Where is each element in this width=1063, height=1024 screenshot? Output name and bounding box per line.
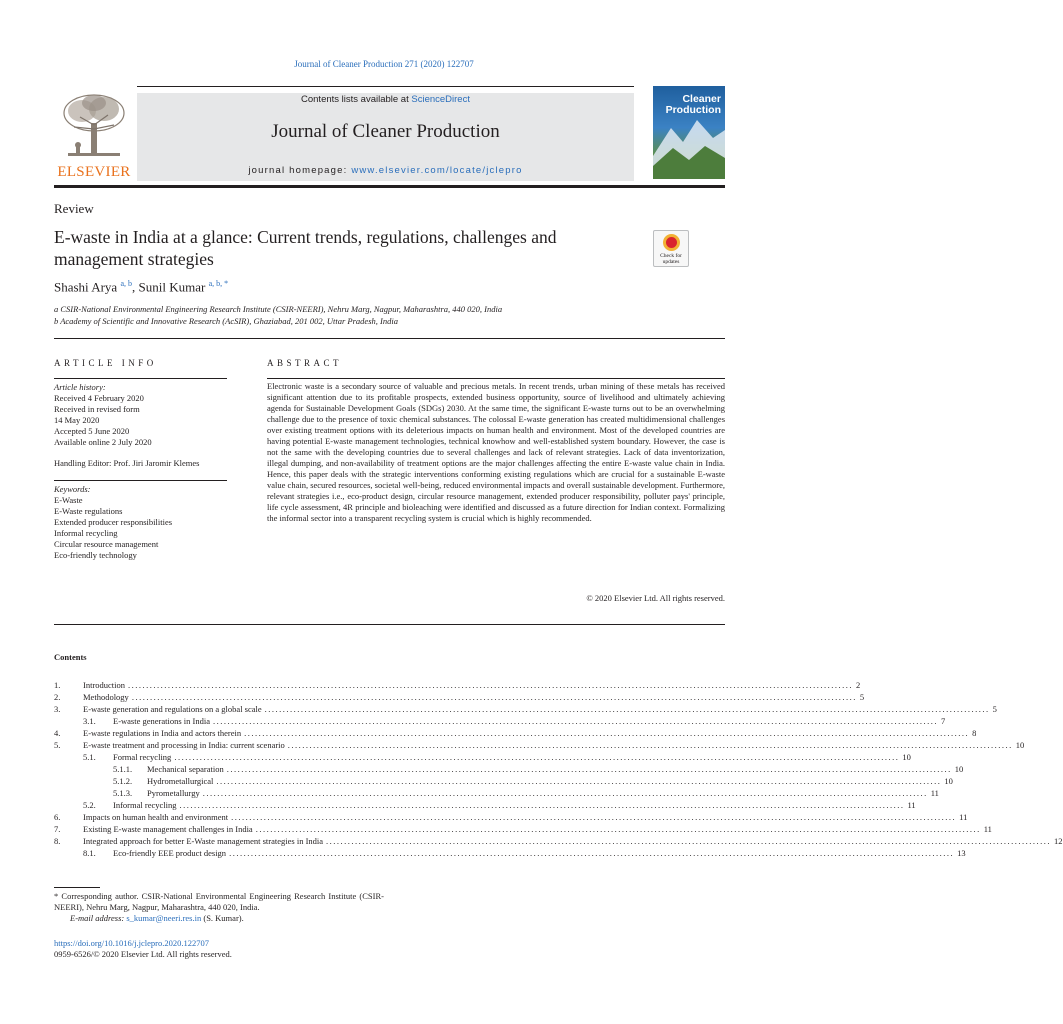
homepage-link[interactable]: www.elsevier.com/locate/jclepro [351,165,523,176]
cover-title-line-1: Cleaner [682,93,721,105]
email-label: E-mail address: [70,913,125,923]
toc-entry-number: 2. [54,692,61,702]
toc-leader-dots: ........................................................................................................................................................................................................ [255,824,981,834]
toc-entry-number: 6. [54,812,61,822]
contents-top-rule [54,624,725,625]
toc-entry-title[interactable]: Formal recycling [113,752,172,762]
abstract-copyright: © 2020 Elsevier Ltd. All rights reserved. [586,593,725,603]
toc-entry-number: 1. [54,680,61,690]
email-line [70,913,244,923]
article-info-rule [54,378,227,379]
toc-entry-title[interactable]: Introduction [83,680,126,690]
article-info-heading: ARTICLE INFO [54,358,157,368]
toc-entry-title[interactable]: E-waste generation and regulations on a global scale [83,704,262,714]
cover-title [666,94,721,116]
toc-entry-title[interactable]: Eco-friendly EEE product design [113,848,227,858]
toc-entry-page: 11 [959,812,968,822]
toc-entry-number: 8.1. [83,848,96,858]
keyword: Eco-friendly technology [54,550,137,560]
toc-leader-dots: ........................................................................................................................................................................................................ [131,692,857,702]
author-separator: , [132,279,139,295]
toc-leader-dots: ........................................................................................................................................................................................................ [244,728,970,738]
history-line: Received 4 February 2020 [54,393,144,403]
toc-entry-title[interactable]: Methodology [83,692,129,702]
toc-entry[interactable] [54,680,861,692]
toc-entry-page: 10 [944,776,953,786]
toc-leader-dots: ........................................................................................................................................................................................................ [174,752,900,762]
doi-link[interactable]: https://doi.org/10.1016/j.jclepro.2020.122707 [54,938,209,948]
toc-entry-title[interactable]: Integrated approach for better E-Waste management strategies in India [83,836,324,846]
abstract-body: Electronic waste is a secondary source of valuable and precious metals. In recent trends, urban mining of these metals has received significant attention due to its profitable prospects, extended business opportunity, source of livelihood and ultimately achieving agenda for Sustainable Development Goals (SDGs) 2030. At the same time, the significant E-waste turns out to be an overwhelming challenge due to the presence of toxic chemical substances. The colossal E-waste generation has created multidimensional challenges over existing treatment options with its deleterious impacts on human health and environment. Most of the developed countries are having potential E-waste management technologies, technical knowhow and well-established system boundary. However, the case is not the same with the developing countries due to several challenges and lack of relevant strategies. Lack of data inventorization, illegal dumping, and non-availability of treatment options are the major challenges affecting the entire E-waste value chain in India. Hence, this paper deals with the strategic interventions conforming existing regulations which are crucial for a sustainable E-waste value chain, secured resources, societal well-being, reduced environmental impacts and overall sustainable development. Furthermore, relevant strategies i.e., eco-product design, circular resource management, extended producer responsibility, polluter pays' principle, life cycle assessment, 4R principle and bioleaching were identified and discussed as a future direction for Indian context. Formalizing the informal sector into a transparent recycling system is crucial which is highly recommended. [267,381,725,523]
toc-leader-dots: ........................................................................................................................................................................................................ [213,716,939,726]
elsevier-tree-icon [60,93,128,159]
toc-entry[interactable] [54,776,953,788]
toc-entry-page: 11 [907,800,916,810]
toc-entry-number: 5. [54,740,61,750]
keyword: Circular resource management [54,539,159,549]
abstract-rule [267,378,725,379]
author-list [54,279,228,295]
toc-entry-number: 5.1.3. [113,788,133,798]
corresponding-author-note: * Corresponding author. CSIR-National Environmental Engineering Research Institute (CSIR-NEERI), Nehru Marg, Nagpur, Maharashtra, 440 020, India. [54,891,384,912]
toc-entry-page: 8 [972,728,977,738]
article-type: Review [54,201,94,216]
journal-title: Journal of Cleaner Production [271,121,500,142]
author-affiliation-marker[interactable]: a, b, * [208,279,229,288]
toc-entry-number: 5.1.2. [113,776,133,786]
toc-entry-number: 5.2. [83,800,96,810]
keywords-rule [54,480,227,481]
toc-entry[interactable] [54,836,1063,848]
toc-entry-title[interactable]: Pyrometallurgy [147,788,200,798]
elsevier-wordmark: ELSEVIER [57,164,131,180]
keywords-label: Keywords: [54,484,91,494]
journal-homepage-line [137,165,634,176]
toc-entry[interactable] [54,728,977,740]
journal-header [137,93,634,181]
author-name[interactable]: Sunil Kumar [138,279,206,295]
toc-entry-page: 10 [954,764,964,774]
toc-entry-number: 8. [54,836,61,846]
toc-entry-number: 5.1.1. [113,764,133,774]
email-link[interactable]: s_kumar@neeri.res.in [126,913,202,923]
header-top-rule [137,86,634,87]
toc-entry-number: 5.1. [83,752,96,762]
toc-entry[interactable] [54,704,997,716]
toc-entry[interactable] [54,716,946,728]
toc-entry[interactable] [54,788,939,800]
affiliation-b: b Academy of Scientific and Innovative Research (AcSIR), Ghaziabad, 201 002, Uttar Pradesh, India [54,316,398,326]
keyword: E-Waste regulations [54,506,123,516]
toc-entry[interactable] [54,800,916,812]
keyword: Extended producer responsibilities [54,517,173,527]
article-history [54,382,152,448]
abstract-heading: ABSTRACT [267,358,343,368]
toc-entry-title[interactable]: E-waste treatment and processing in India: current scenario [83,740,285,750]
journal-cover[interactable] [653,86,725,179]
elsevier-logo [54,93,134,181]
toc-entry-title[interactable]: Informal recycling [113,800,177,810]
section-rule [54,338,725,339]
history-line: Available online 2 July 2020 [54,437,152,447]
toc-leader-dots: ........................................................................................................................................................................................................ [216,776,942,786]
toc-entry-title[interactable]: Existing E-waste management challenges in India [83,824,253,834]
toc-leader-dots: ........................................................................................................................................................................................................ [264,704,990,714]
toc-entry[interactable] [54,824,992,836]
toc-entry[interactable] [54,692,865,704]
history-line: Accepted 5 June 2020 [54,426,130,436]
crossmark-label: Check for updates [660,253,682,265]
toc-leader-dots: ........................................................................................................................................................................................................ [229,848,955,858]
keywords [54,484,172,561]
toc-entry[interactable] [54,752,911,764]
homepage-prefix: journal homepage: [248,165,352,176]
keyword: Informal recycling [54,528,118,538]
toc-leader-dots: ........................................................................................................................................................................................................ [231,812,957,822]
journal-citation[interactable]: Journal of Cleaner Production 271 (2020) 122707 [294,59,474,69]
toc-entry-page: 11 [930,788,939,798]
toc-entry[interactable] [54,740,1025,752]
email-suffix: (S. Kumar). [203,913,244,923]
toc-entry-number: 3.1. [83,716,96,726]
toc-entry-page: 11 [983,824,992,834]
footnote-rule [54,887,100,888]
handling-editor: Handling Editor: Prof. Jiri Jaromir Klemes [54,458,200,468]
contents-heading: Contents [54,652,87,662]
toc-entry-title[interactable]: E-waste generations in India [113,716,211,726]
toc-entry-page: 13 [957,848,966,858]
toc-entry-page: 5 [992,704,997,714]
issn-copyright: 0959-6526/© 2020 Elsevier Ltd. All rights reserved. [54,949,232,959]
header-thick-rule [54,185,725,188]
toc-leader-dots: ........................................................................................................................................................................................................ [179,800,905,810]
toc-entry-number: 7. [54,824,61,834]
toc-entry-page: 2 [856,680,861,690]
history-line: Received in revised form [54,404,140,414]
toc-leader-dots: ........................................................................................................................................................................................................ [226,764,952,774]
toc-entry-title[interactable]: Mechanical separation [147,764,224,774]
toc-entry[interactable] [54,764,964,776]
toc-leader-dots: ........................................................................................................................................................................................................ [326,836,1052,846]
affiliation-a: a CSIR-National Environmental Engineering Research Institute (CSIR-NEERI), Nehru Marg, Nagpur, Maharashtra, 440 020, India [54,304,503,314]
toc-entry-title[interactable]: Hydrometallurgical [147,776,214,786]
author-affiliation-marker[interactable]: a, b [120,279,133,288]
toc-leader-dots: ........................................................................................................................................................................................................ [128,680,854,690]
toc-entry[interactable] [54,812,968,824]
crossmark-icon [663,234,680,251]
toc-entry-page: 10 [902,752,911,762]
keyword: E-Waste [54,495,83,505]
sciencedirect-link[interactable]: ScienceDirect [411,94,470,105]
history-label: Article history: [54,382,106,392]
toc-entry-page: 5 [859,692,865,702]
toc-entry-page: 12 [1054,836,1063,846]
crossmark-button[interactable] [653,230,689,267]
toc-entry-number: 3. [54,704,61,714]
toc-entry-number: 4. [54,728,61,738]
cover-title-line-2: Production [665,104,721,116]
article-title: E-waste in India at a glance: Current trends, regulations, challenges and management strategies [54,227,557,269]
contents-prefix: Contents lists available at [301,94,412,105]
toc-entry-page: 7 [941,716,946,726]
toc-leader-dots: ........................................................................................................................................................................................................ [202,788,928,798]
toc-entry[interactable] [54,848,966,860]
history-line: 14 May 2020 [54,415,100,425]
toc-entry-title[interactable]: Impacts on human health and environment [83,812,229,822]
toc-entry-page: 10 [1015,740,1025,750]
toc-entry-title[interactable]: E-waste regulations in India and actors therein [83,728,242,738]
toc-leader-dots: ........................................................................................................................................................................................................ [287,740,1013,750]
contents-available-line [137,94,634,105]
author-name[interactable]: Shashi Arya [54,279,118,295]
